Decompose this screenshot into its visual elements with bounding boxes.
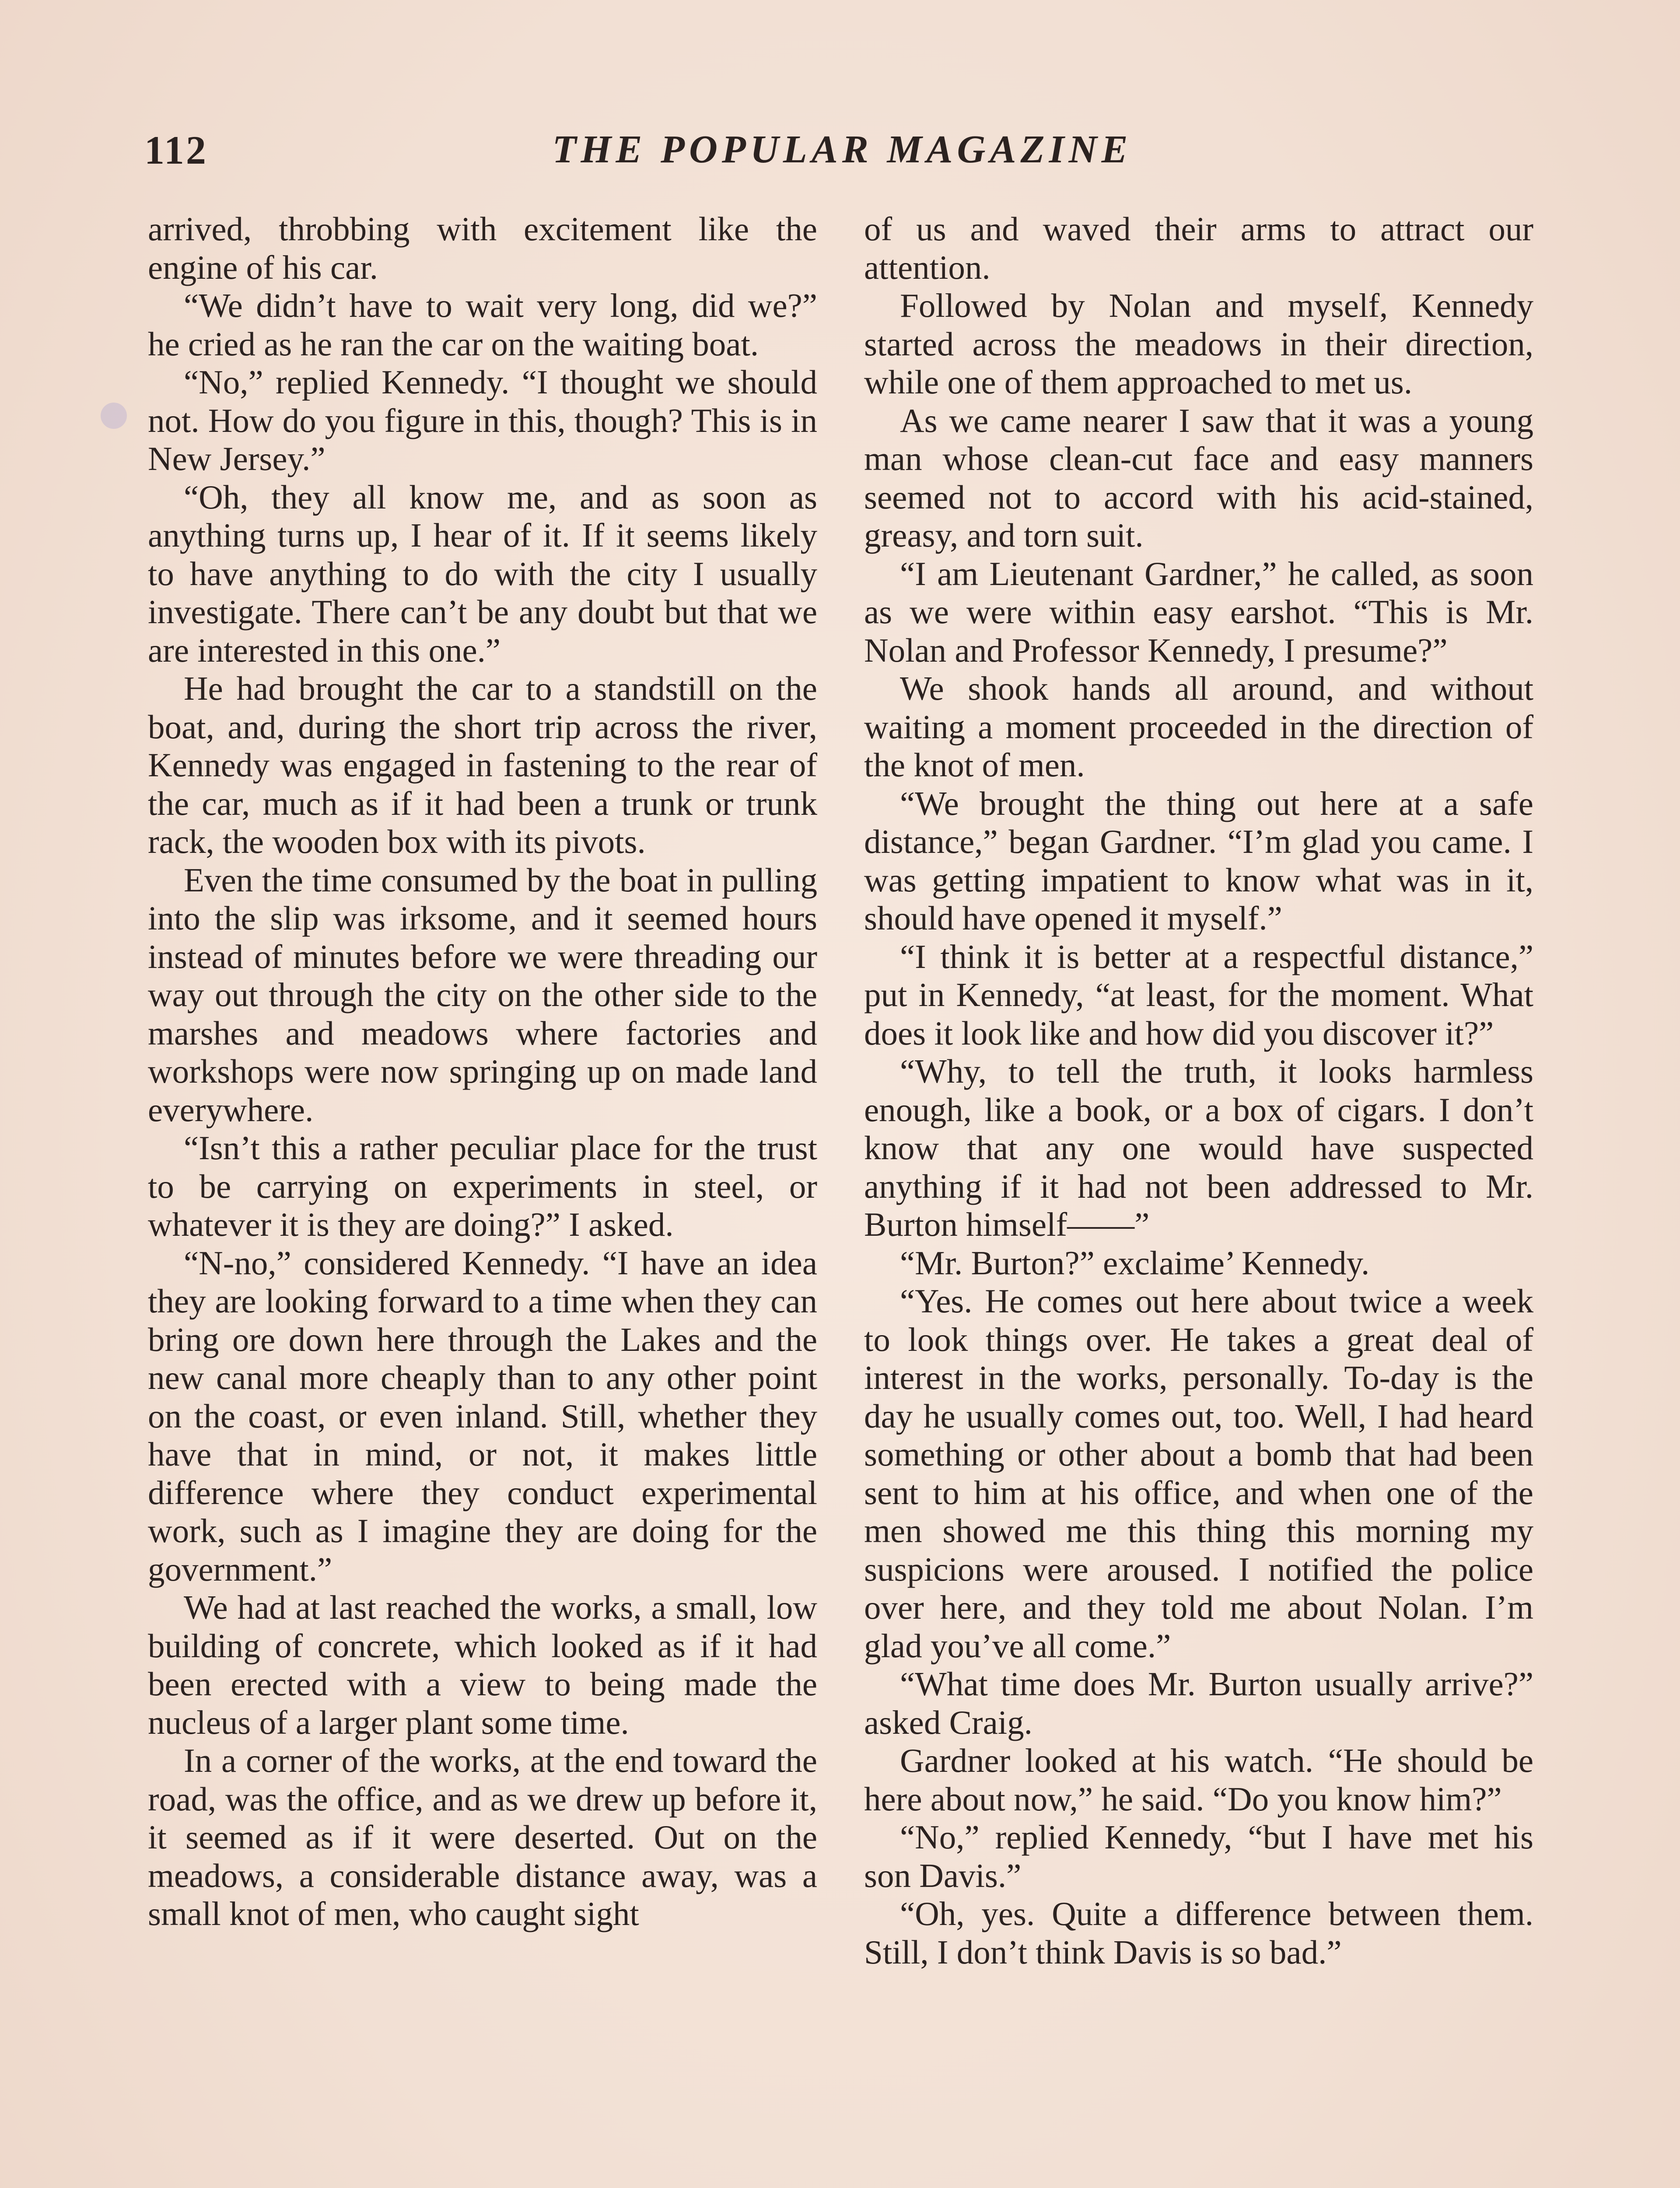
page-number: 112 [144, 128, 208, 172]
paragraph: “Yes. He comes out here about twice a week to look things over. He takes a great deal of interest in the works, personally. To-day is the day he usually comes out, too. Well, I had heard something or other about a bomb that had been sent to him at his office, and when one of the men showed me this thing this morning my suspicions were aroused. I notified the police over here, and they told me about Nolan. I’m glad you’ve all come.” [864, 1282, 1533, 1665]
paragraph: “I think it is better at a respectful distance,” put in Kennedy, “at least, for the moment. What does it look like and how did you discover it?” [864, 937, 1533, 1052]
left-column [148, 210, 817, 1933]
paragraph: “We brought the thing out here at a safe distance,” began Gardner. “I’m glad you came. I was getting impatient to know what was in it, should have opened it myself.” [864, 784, 1533, 937]
paragraph: “What time does Mr. Burton usually arrive?” asked Craig. [864, 1665, 1533, 1741]
paper-stain [101, 403, 127, 429]
paragraph: “Why, to tell the truth, it looks harmless enough, like a book, or a box of cigars. I don’t know that any one would have suspected anything if it had not been addressed to Mr. Burton himself——” [864, 1052, 1533, 1243]
paragraph: Gardner looked at his watch. “He should be here about now,” he said. “Do you know him?” [864, 1742, 1533, 1818]
running-title: THE POPULAR MAGAZINE [552, 128, 1132, 171]
paragraph: Even the time consumed by the boat in pulling into the slip was irksome, and it seemed hours instead of minutes before we were threading our way out through the city on the other side to the marshes and meadows where factories and workshops were now springing up on made land everywhere. [148, 861, 817, 1129]
right-column [864, 210, 1533, 1971]
paragraph: “Isn’t this a rather peculiar place for the trust to be carrying on experiments in steel, or whatever it is they are doing?” I asked. [148, 1129, 817, 1243]
paragraph: of us and waved their arms to attract our attention. [864, 210, 1533, 286]
paragraph: “Oh, yes. Quite a difference between them. Still, I don’t think Davis is so bad.” [864, 1895, 1533, 1971]
paragraph: “No,” replied Kennedy. “I thought we should not. How do you figure in this, though? This is in New Jersey.” [148, 363, 817, 477]
paragraph: We shook hands all around, and without waiting a moment proceeded in the direction of the knot of men. [864, 670, 1533, 784]
paragraph: arrived, throbbing with excitement like the engine of his car. [148, 210, 817, 286]
paragraph: In a corner of the works, at the end toward the road, was the office, and as we drew up before it, it seemed as if it were deserted. Out on the meadows, a considerable distance away, was a small knot of men, who caught sight [148, 1742, 817, 1932]
paragraph: “Mr. Burton?” exclaime’ Kennedy. [900, 1244, 1370, 1282]
page-header [144, 127, 1540, 193]
paragraph: We had at last reached the works, a small, low building of concrete, which looked as if it had been erected with a view to being made the nucleus of a larger plant some time. [148, 1588, 817, 1741]
paragraph: As we came nearer I saw that it was a young man whose clean-cut face and easy manners seemed not to accord with his acid-stained, greasy, and torn suit. [864, 401, 1533, 554]
paragraph: Followed by Nolan and myself, Kennedy started across the meadows in their direction, while one of them approached to met us. [864, 287, 1533, 401]
paragraph: “I am Lieutenant Gardner,” he called, as soon as we were within easy earshot. “This is Mr. Nolan and Professor Kennedy, I presume?” [864, 554, 1533, 669]
paragraph: “No,” replied Kennedy, “but I have met his son Davis.” [864, 1818, 1533, 1894]
paragraph: He had brought the car to a standstill on the boat, and, during the short trip across the river, Kennedy was engaged in fastening to the rear of the car, much as if it had been a trunk or trunk rack, the wooden box with its pivots. [148, 670, 817, 860]
paragraph: “Oh, they all know me, and as soon as anything turns up, I hear of it. If it seems likely to have anything to do with the city I usually investigate. There can’t be any doubt but that we are interested in this one.” [148, 478, 817, 669]
paragraph: “N-no,” considered Kennedy. “I have an idea they are looking forward to a time when they can bring ore down here through the Lakes and the new canal more cheaply than to any other point on the coast, or even inland. Still, whether they have that in mind, or not, it makes little difference where they conduct experimental work, such as I imagine they are doing for the government.” [148, 1244, 817, 1588]
paragraph: “We didn’t have to wait very long, did we?” he cried as he ran the car on the waiting boat. [148, 287, 817, 363]
